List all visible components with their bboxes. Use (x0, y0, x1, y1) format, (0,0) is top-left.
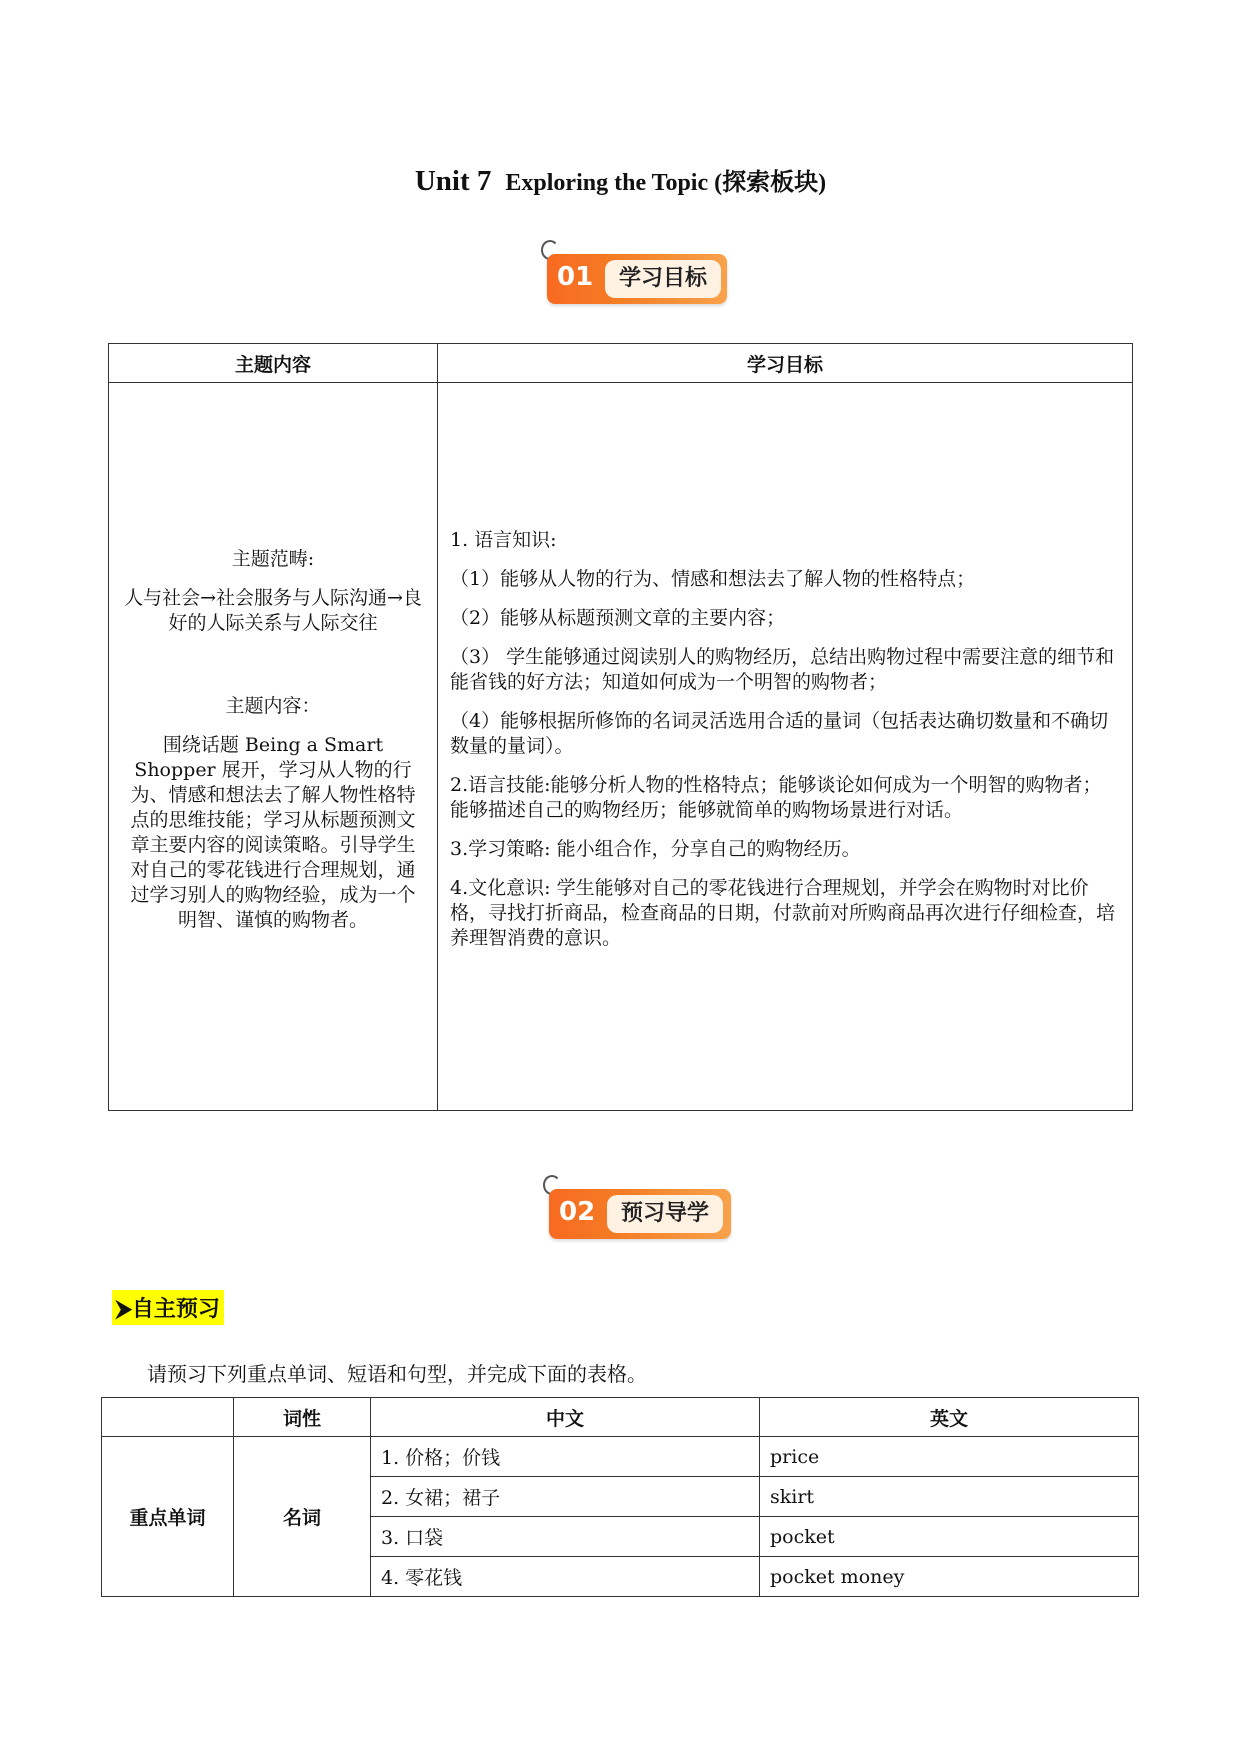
header-goals: 学习目标 (438, 344, 1133, 383)
section-label: 预习导学 (621, 1201, 710, 1226)
goal-item: 1. 语言知识: (450, 529, 557, 551)
page-title (0, 162, 1241, 198)
unit-title: Exploring the Topic (探索板块) (505, 170, 827, 196)
goal-item: 4.文化意识: 学生能够对自己的零花钱进行合理规划，并学会在购物时对比价格，寻找打折商品，检查商品的日期，付款前对所购商品再次进行仔细检查，培养理智消费的意识。 (450, 877, 1116, 949)
goal-item: （4）能够根据所修饰的名词灵活选用合适的量词（包括表达确切数量和不确切数量的量词）。 (450, 710, 1109, 757)
label-box (607, 1195, 723, 1233)
goals-cell (438, 383, 1133, 1111)
preview-instructions: 请预习下列重点单词、短语和句型，并完成下面的表格。 (147, 1362, 647, 1386)
topic-cell (109, 383, 438, 1111)
chinese-cell: 1. 价格；价钱 (371, 1437, 760, 1477)
chinese-cell: 2. 女裙；裙子 (371, 1477, 760, 1517)
self-preview-heading (112, 1290, 224, 1325)
goal-item: 3.学习策略: 能小组合作，分享自己的购物经历。 (450, 838, 861, 860)
pos-cell: 名词 (234, 1437, 371, 1597)
section-number: 01 (557, 262, 594, 292)
english-cell: pocket (760, 1517, 1139, 1557)
chinese-cell: 3. 口袋 (371, 1517, 760, 1557)
goal-item: （3） 学生能够通过阅读别人的购物经历，总结出购物过程中需要注意的细节和能省钱的好方法；知道如何成为一个明智的购物者； (450, 646, 1115, 693)
objectives-table (108, 343, 1133, 1111)
goal-item: （1）能够从人物的行为、情感和想法去了解人物的性格特点； (450, 568, 976, 590)
section-badge-preview (549, 1189, 731, 1239)
category-text: 人与社会→社会服务与人际沟通→良好的人际关系与人际交往 (124, 586, 422, 634)
badge-box (549, 1189, 731, 1239)
header-chinese: 中文 (371, 1398, 760, 1437)
english-cell: skirt (760, 1477, 1139, 1517)
label-box (605, 260, 721, 298)
chinese-cell: 4. 零花钱 (371, 1557, 760, 1597)
goal-item: （2）能够从标题预测文章的主要内容； (450, 607, 786, 629)
header-english: 英文 (760, 1398, 1139, 1437)
section-label: 学习目标 (619, 266, 708, 291)
section-number: 02 (559, 1197, 596, 1227)
english-cell: pocket money (760, 1557, 1139, 1597)
header-pos: 词性 (234, 1398, 371, 1437)
table-row (102, 1437, 1139, 1477)
heading-text: 自主预习 (131, 1297, 220, 1322)
category-cell: 重点单词 (102, 1437, 234, 1597)
header-blank (102, 1398, 234, 1437)
goal-item: 2.语言技能:能够分析人物的性格特点；能够谈论如何成为一个明智的购物者；能够描述自己的购物经历；能够就简单的购物场景进行对话。 (450, 774, 1102, 821)
category-label: 主题范畴: (231, 547, 315, 570)
english-cell: price (760, 1437, 1139, 1477)
vocab-table (101, 1397, 1139, 1597)
double-arrow-icon: ⮞ (116, 1297, 132, 1322)
content-label: 主题内容： (225, 694, 321, 717)
badge-box (547, 254, 727, 304)
section-badge-objectives (547, 254, 727, 304)
header-topic: 主题内容 (109, 344, 438, 383)
content-text: 围绕话题 Being a Smart Shopper 展开，学习从人物的行为、情感和想法去了解人物性格特点的思维技能；学习从标题预测文章主要内容的阅读策略。引导学生对自己的零花钱进行合理规划，通过学习别人的购物经验，成为一个明智、谨慎的购物者。 (130, 733, 416, 931)
unit-number: Unit 7 (414, 165, 492, 197)
